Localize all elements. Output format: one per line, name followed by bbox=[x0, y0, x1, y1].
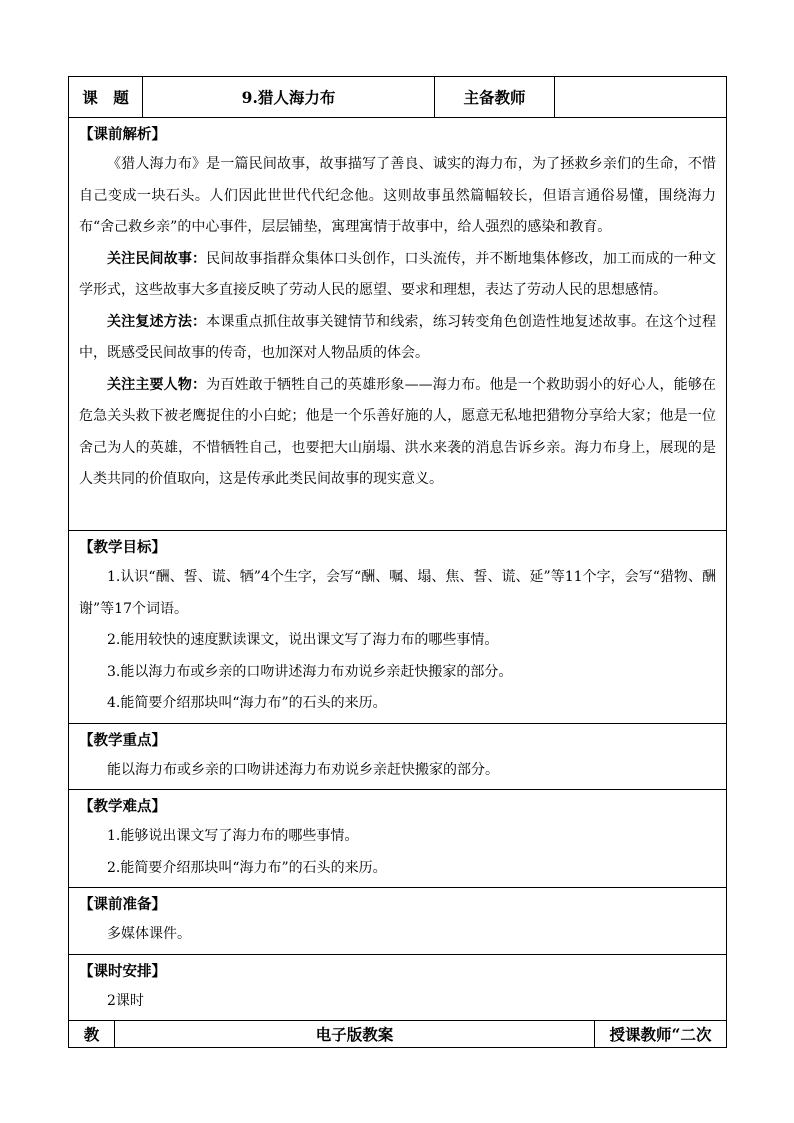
schedule-text: 2课时 bbox=[107, 992, 144, 1009]
schedule-heading: 【课时安排】 bbox=[79, 962, 166, 980]
footer-left: 教 bbox=[69, 1021, 115, 1048]
goal-item: 1.认识“酬、誓、谎、牺”4个生字，会写“酬、嘱、塌、焦、誓、谎、延”等11个字，会写“猎物、酬谢”等17个词语。 bbox=[79, 569, 716, 617]
analysis-character bbox=[79, 370, 716, 496]
lesson-title: 9.猎人海力布 bbox=[143, 77, 435, 118]
keypoints-text: 能以海力布或乡亲的口吻讲述海力布劝说乡亲赶快搬家的部分。 bbox=[107, 761, 499, 778]
difficulties-heading: 【教学难点】 bbox=[79, 798, 166, 815]
difficulty-item: 1.能够说出课文写了海力布的哪些事情。 bbox=[107, 828, 359, 844]
goal-item: 3.能以海力布或乡亲的口吻讲述海力布劝说乡亲赶快搬家的部分。 bbox=[107, 663, 513, 680]
difficulties-section bbox=[69, 790, 727, 888]
retelling-lead: 关注复述方法： bbox=[107, 313, 207, 330]
prep-section bbox=[69, 888, 727, 955]
lesson-plan-table bbox=[68, 76, 727, 1021]
keypoints-heading: 【教学重点】 bbox=[79, 731, 166, 749]
folk-tale-text: 民间故事指群众集体口头创作，口头流传，并不断地集体修改，加工而成的一种文学形式，这些故事大多直接反映了劳动人民的愿望、要求和理想，表达了劳动人民的思想感情。 bbox=[79, 250, 717, 298]
analysis-intro: 《猎人海力布》是一篇民间故事，故事描写了善良、诚实的海力布，为了拯救乡亲们的生命，不惜自己变成一块石头。人们因此世世代代纪念他。这则故事虽然篇幅较长，但语言通俗易懂，围绕海力布“舍己救乡亲”的中心事件，层层铺垫，寓理寓情于故事中，给人强烈的感染和教育。 bbox=[79, 156, 716, 235]
lead-teacher-value bbox=[555, 77, 727, 118]
prep-heading: 【课前准备】 bbox=[79, 896, 166, 913]
retelling-text: 本课重点抓住故事关键情节和线索，练习转变角色创造性地复述故事。在这个过程中，既感受民间故事的传奇，也加深对人物品质的体会。 bbox=[79, 313, 717, 361]
lesson-plan bbox=[68, 76, 726, 1048]
goals-heading: 【教学目标】 bbox=[79, 539, 166, 556]
analysis-folk-tale bbox=[79, 244, 716, 307]
header-row bbox=[69, 77, 727, 118]
analysis-section bbox=[69, 118, 727, 531]
folk-tale-lead: 关注民间故事： bbox=[107, 250, 207, 267]
footer-middle: 电子版教案 bbox=[115, 1021, 595, 1048]
footer-table bbox=[68, 1020, 727, 1048]
goal-item: 2.能用较快的速度默读课文，说出课文写了海力布的哪些事情。 bbox=[107, 632, 499, 648]
goal-item: 4.能简要介绍那块叫“海力布”的石头的来历。 bbox=[107, 695, 387, 711]
topic-label: 课 题 bbox=[69, 77, 143, 118]
goals-section bbox=[69, 531, 727, 724]
character-text: 为百姓敢于牺牲自己的英雄形象——海力布。他是一个救助弱小的好心人，能够在危急关头救下被老鹰捉住的小白蛇；他是一个乐善好施的人，愿意无私地把猎物分享给大家；他是一位舍己为人的英雄，不惜牺牲自己，也要把大山崩塌、洪水来袭的消息告诉乡亲。海力布身上，展现的是人类共同的价值取向，这是传承此类民间故事的现实意义。 bbox=[79, 376, 717, 487]
analysis-retelling bbox=[79, 307, 716, 370]
character-lead: 关注主要人物： bbox=[107, 376, 207, 393]
keypoints-section bbox=[69, 723, 727, 790]
footer-right: 授课教师“二次 bbox=[595, 1021, 727, 1048]
prep-text: 多媒体课件。 bbox=[107, 926, 191, 942]
difficulty-item: 2.能简要介绍那块叫“海力布”的石头的来历。 bbox=[107, 859, 387, 876]
footer-row bbox=[69, 1021, 727, 1048]
lead-teacher-label: 主备教师 bbox=[435, 77, 555, 118]
schedule-section bbox=[69, 954, 727, 1021]
analysis-heading: 【课前解析】 bbox=[79, 126, 166, 143]
